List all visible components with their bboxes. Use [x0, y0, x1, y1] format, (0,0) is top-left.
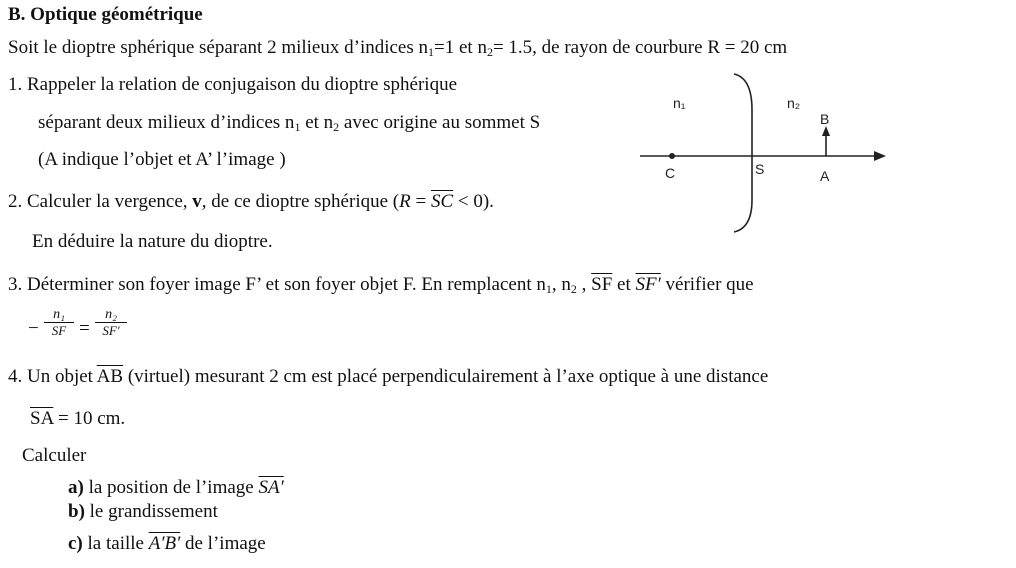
label-b: B [820, 111, 830, 127]
label-n2: n₂ [787, 95, 801, 111]
formula-equals: = [79, 318, 90, 339]
q2-line2: En déduire la nature du dioptre. [32, 231, 273, 252]
label-a: A [820, 168, 830, 184]
q4-calculer: Calculer [22, 445, 87, 466]
formula-frac2: $\frac{\text{n₂}}{SF'}$ [95, 308, 127, 339]
q4-line1: 4. Un objet $\overline{AB}$ (virtuel) mesurant 2 cm est placé perpendiculairement à l’axe optique à une distance [8, 366, 769, 387]
formula-frac1: $\frac{\text{n₁}}{SF}$ [44, 308, 74, 339]
label-s: S [755, 161, 765, 177]
formula-minus: − [28, 318, 39, 339]
object-arrowhead [822, 126, 830, 136]
label-c: C [665, 165, 676, 181]
section-title: B. Optique géométrique [8, 4, 203, 25]
q4-item-b: b) le grandissement [68, 501, 218, 522]
q4-item-c: c) la taille A′B′ de l’image [68, 533, 266, 554]
axis-arrowhead [874, 151, 886, 161]
q3-line1: 3. Déterminer son foyer image F’ et son foyer objet F. En remplacent $n_1$, $n_2$ , $\overline{SF}$ et SF′ vérifier que [8, 274, 754, 296]
q4-line2: $\overline{SA} = 10$ cm. [30, 408, 126, 429]
dioptre-surface [734, 74, 752, 232]
intro-text: Soit le dioptre sphérique séparant 2 milieux d’indices $n_1=1$ et $n_2= 1.5$, de rayon de courbure R = 20 cm [8, 37, 788, 59]
q1-line3: (A indique l’objet et A’ l’image ) [38, 149, 286, 170]
q1-line1: 1. Rappeler la relation de conjugaison du dioptre sphérique [8, 74, 458, 95]
q2-line1: 2. Calculer la vergence, v, de ce dioptre sphérique $(R = \overline{SC} < 0)$. [8, 191, 494, 212]
center-point-c [669, 153, 675, 159]
q1-line2: séparant deux milieux d’indices $n_1$ et $n_2$ avec origine au sommet S [38, 112, 541, 134]
q4-item-a: a) la position de l’image SA′ [68, 477, 284, 498]
label-n1: n₁ [673, 95, 686, 111]
